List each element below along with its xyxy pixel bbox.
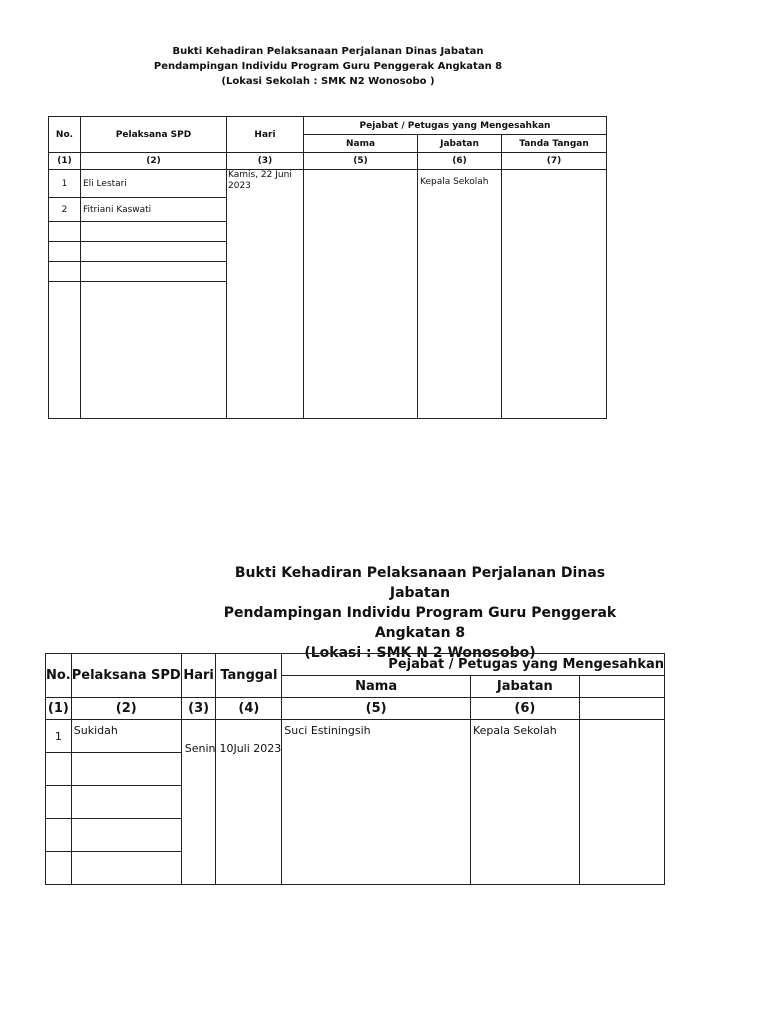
empty-cell — [46, 819, 72, 852]
empty-cell — [46, 786, 72, 819]
empty-cell — [81, 222, 227, 242]
empty-cell — [49, 262, 81, 282]
header-hari: Hari — [227, 117, 304, 153]
empty-cell — [81, 262, 227, 282]
empty-cell — [71, 753, 181, 786]
header-continuation — [579, 676, 664, 698]
doc2-table-viewport — [45, 653, 665, 886]
col-number: (5) — [304, 153, 418, 170]
header-no: No. — [49, 117, 81, 153]
doc1-title — [150, 44, 506, 89]
col-number: (1) — [46, 698, 72, 720]
header-pejabat: Pejabat / Petugas yang Mengesahkan — [282, 654, 665, 676]
header-tanda-tangan: Tanda Tangan — [502, 135, 607, 153]
empty-cell — [49, 222, 81, 242]
header-jabatan: Jabatan — [470, 676, 579, 698]
hari-value: Senin — [181, 720, 216, 885]
empty-cell — [49, 242, 81, 262]
doc1-title-line-2: Pendampingan Individu Program Guru Penggerak Angkatan 8 — [153, 61, 503, 72]
header-pelaksana: Pelaksana SPD — [71, 654, 181, 698]
jabatan-value: Kepala Sekolah — [470, 720, 579, 885]
col-number: (2) — [71, 698, 181, 720]
doc2-title-line-3: (Lokasi : SMK N 2 Wonosobo) — [304, 645, 536, 661]
continuation-cell — [579, 720, 664, 885]
jabatan-value: Kepala Sekolah — [418, 170, 502, 419]
col-number: (6) — [418, 153, 502, 170]
header-no: No. — [46, 654, 72, 698]
col-number: (2) — [81, 153, 227, 170]
col-number: (4) — [216, 698, 282, 720]
tanggal-value: 10Juli 2023 — [216, 720, 282, 885]
row-name: Sukidah — [71, 720, 181, 753]
col-number: (5) — [282, 698, 471, 720]
header-jabatan: Jabatan — [418, 135, 502, 153]
row-number: 1 — [49, 170, 81, 198]
empty-cell — [81, 242, 227, 262]
header-tanggal: Tanggal — [216, 654, 282, 698]
header-pelaksana: Pelaksana SPD — [81, 117, 227, 153]
empty-cell — [49, 282, 81, 419]
doc2-attendance-table — [45, 653, 665, 885]
doc1-title-line-3: (Lokasi Sekolah : SMK N2 Wonosobo ) — [221, 76, 435, 87]
doc1-title-line-1: Bukti Kehadiran Pelaksanaan Perjalanan Dinas Jabatan — [172, 46, 484, 57]
empty-cell — [71, 786, 181, 819]
col-number: (3) — [227, 153, 304, 170]
row-name: Fitriani Kaswati — [81, 198, 227, 222]
doc2-title-line-2: Pendampingan Individu Program Guru Penggerak Angkatan 8 — [223, 605, 617, 641]
doc2-title-line-1: Bukti Kehadiran Pelaksanaan Perjalanan Dinas Jabatan — [234, 565, 606, 601]
empty-cell — [71, 852, 181, 885]
header-hari: Hari — [181, 654, 216, 698]
empty-cell — [46, 753, 72, 786]
doc2-title — [210, 563, 630, 663]
col-number: (7) — [502, 153, 607, 170]
doc1-attendance-table — [48, 116, 607, 419]
row-number: 2 — [49, 198, 81, 222]
col-number: (6) — [470, 698, 579, 720]
nama-cell — [304, 170, 418, 419]
col-number: (1) — [49, 153, 81, 170]
header-pejabat: Pejabat / Petugas yang Mengesahkan — [304, 117, 607, 135]
empty-cell — [71, 819, 181, 852]
header-nama: Nama — [304, 135, 418, 153]
row-number: 1 — [46, 720, 72, 753]
hari-value: Kamis, 22 Juni 2023 — [227, 170, 304, 419]
header-nama: Nama — [282, 676, 471, 698]
row-name: Eli Lestari — [81, 170, 227, 198]
empty-cell — [46, 852, 72, 885]
nama-value: Suci Estiningsih — [282, 720, 471, 885]
col-number-continuation — [579, 698, 664, 720]
tanda-tangan-cell — [502, 170, 607, 419]
col-number: (3) — [181, 698, 216, 720]
empty-cell — [81, 282, 227, 419]
